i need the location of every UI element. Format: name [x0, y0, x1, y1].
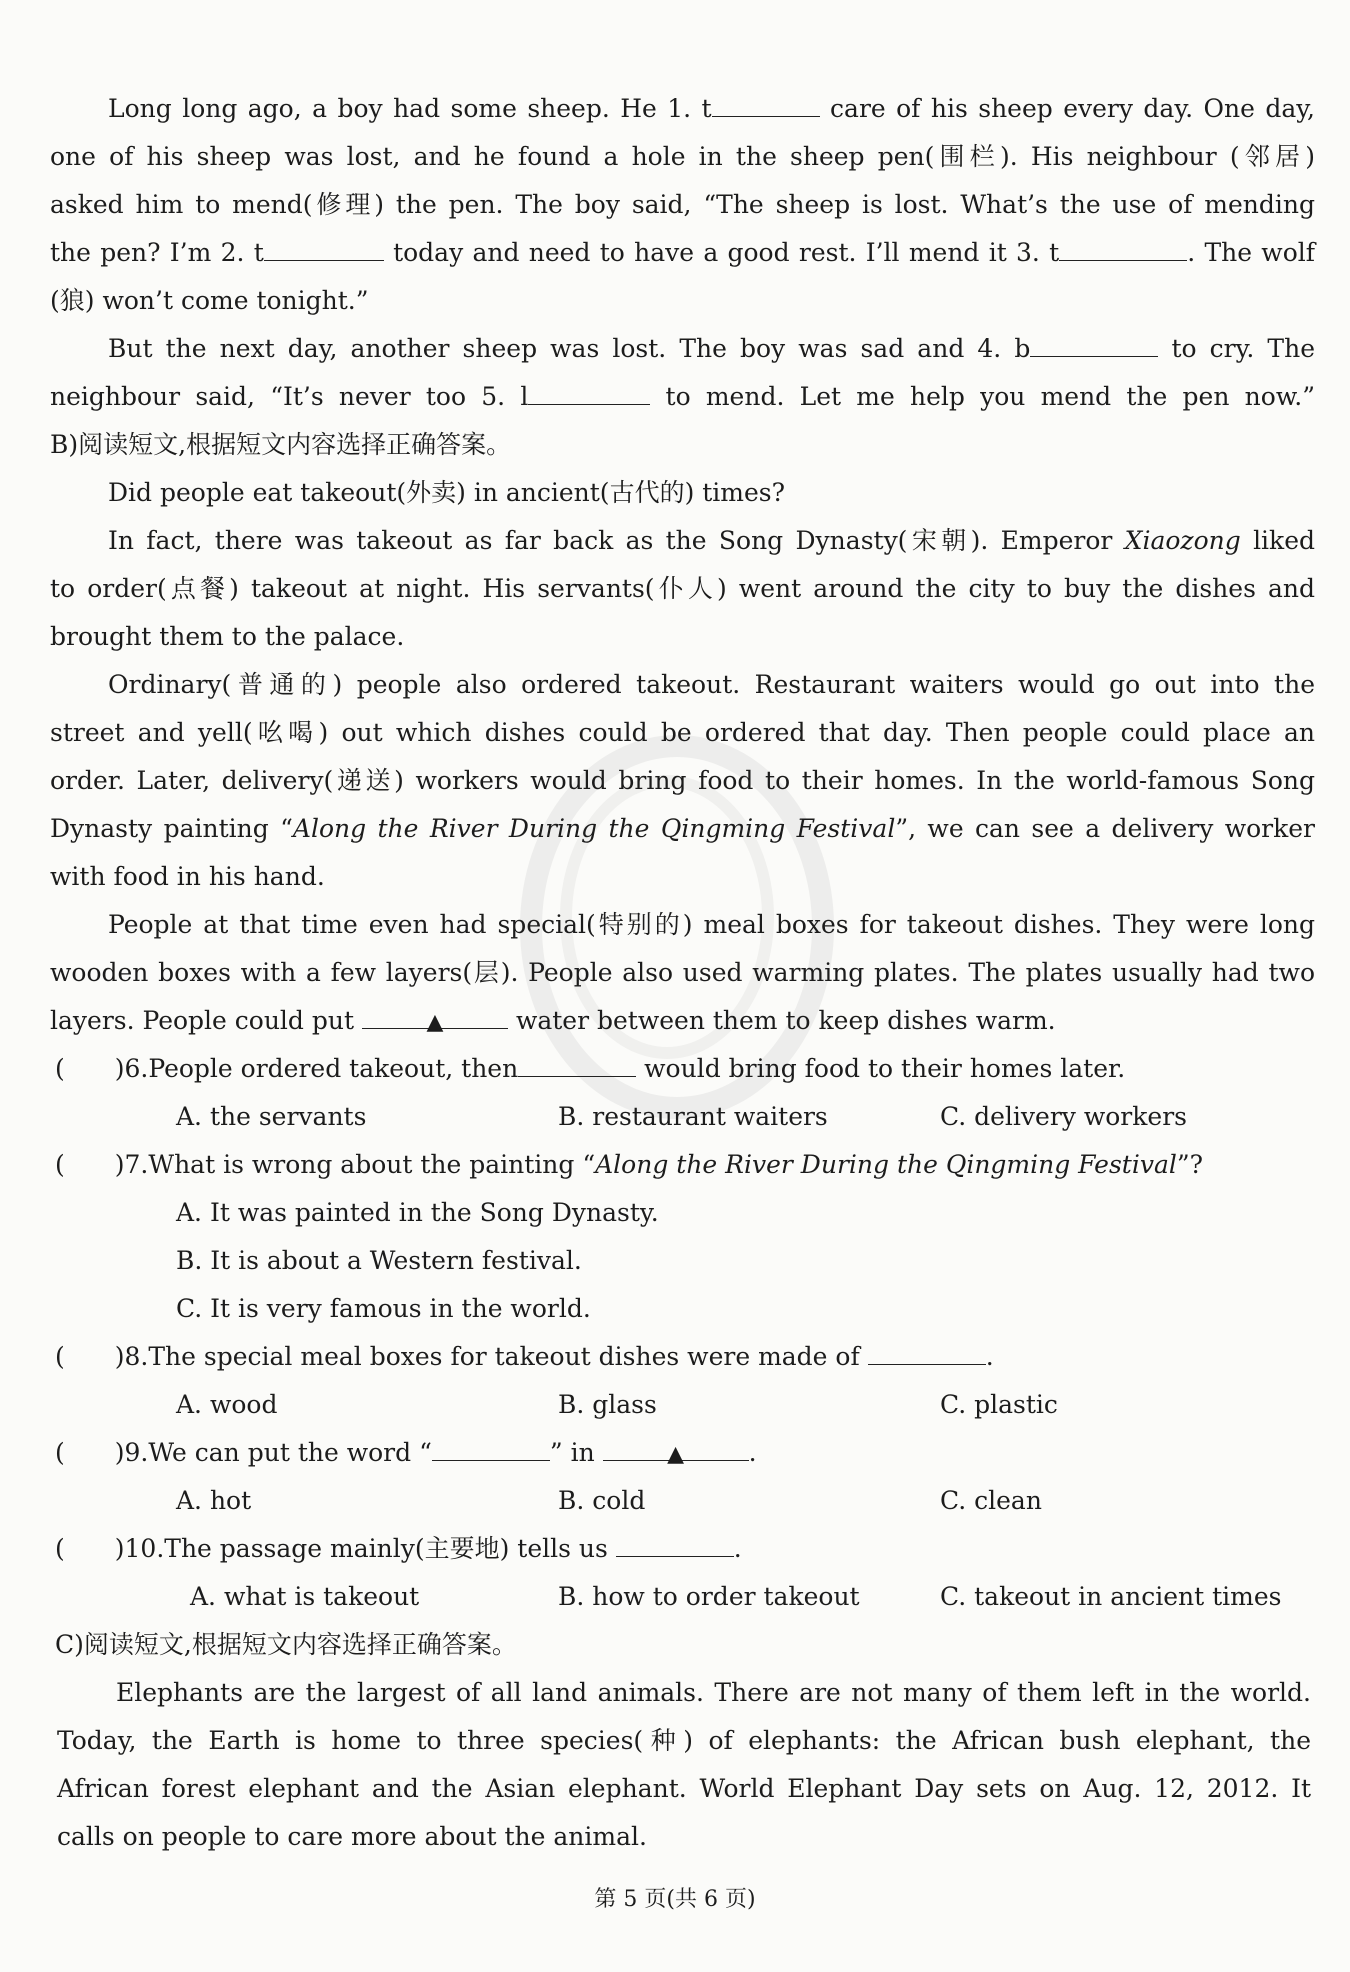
passage-c-line-4: calls on people to care more about the animal.: [57, 1822, 647, 1851]
q6-blank[interactable]: [518, 1052, 636, 1077]
passage-c-line-2: Today, the Earth is home to three species(种) of elephants: the African bush elephant, the: [57, 1726, 1311, 1755]
q10-option-c[interactable]: C. takeout in ancient times: [940, 1582, 1282, 1611]
passage-a-line-6: But the next day, another sheep was lost. The boy was sad and 4. b to cry. The: [108, 334, 1315, 363]
passage-b-line-3: to order(点餐) takeout at night. His servants(仆人) went around the city to buy the dishes and: [50, 574, 1315, 603]
q7-option-c[interactable]: C. It is very famous in the world.: [176, 1294, 591, 1323]
question-7: ( )7.What is wrong about the painting “Along the River During the Qingming Festival”?: [55, 1150, 1204, 1179]
passage-triangle-blank[interactable]: [362, 1004, 508, 1035]
passage-b-line-6: street and yell(吆喝) out which dishes could be ordered that day. Then people could place an: [50, 718, 1315, 747]
question-6: ( )6.People ordered takeout, then would bring food to their homes later.: [55, 1054, 1126, 1083]
q8-option-b[interactable]: B. glass: [558, 1390, 657, 1419]
q9-triangle-blank[interactable]: [603, 1436, 749, 1467]
q9-word-blank[interactable]: [432, 1436, 550, 1461]
question-8: ( )8.The special meal boxes for takeout dishes were made of .: [55, 1342, 994, 1371]
q10-option-b[interactable]: B. how to order takeout: [558, 1582, 860, 1611]
answer-blank-4[interactable]: [1030, 332, 1158, 357]
answer-blank-2[interactable]: [264, 236, 384, 261]
passage-a-line-4: the pen? I’m 2. t today and need to have a good rest. I’ll mend it 3. t . The wolf: [50, 238, 1315, 267]
q9-option-a[interactable]: A. hot: [176, 1486, 252, 1515]
answer-blank-3[interactable]: [1059, 236, 1187, 261]
q8-option-c[interactable]: C. plastic: [940, 1390, 1058, 1419]
section-b-heading: B)阅读短文,根据短文内容选择正确答案。: [50, 430, 512, 459]
passage-b-line-9: with food in his hand.: [50, 862, 325, 891]
passage-b-line-7: order. Later, delivery(递送) workers would bring food to their homes. In the world-famous Song: [50, 766, 1315, 795]
passage-b-line-1: Did people eat takeout(外卖) in ancient(古代的) times?: [108, 478, 786, 507]
triangle-marker-icon: ▲: [426, 1010, 444, 1035]
q9-option-c[interactable]: C. clean: [940, 1486, 1042, 1515]
passage-a-line-7: neighbour said, “It’s never too 5. l to mend. Let me help you mend the pen now.”: [50, 382, 1315, 411]
passage-b-line-10: People at that time even had special(特别的) meal boxes for takeout dishes. They were long: [108, 910, 1315, 939]
q9-option-b[interactable]: B. cold: [558, 1486, 646, 1515]
passage-c-line-3: African forest elephant and the Asian elephant. World Elephant Day sets on Aug. 12, 2012. It: [57, 1774, 1311, 1803]
q6-option-b[interactable]: B. restaurant waiters: [558, 1102, 828, 1131]
q10-option-a[interactable]: A. what is takeout: [190, 1582, 420, 1611]
q7-option-b[interactable]: B. It is about a Western festival.: [176, 1246, 582, 1275]
passage-c-line-1: Elephants are the largest of all land animals. There are not many of them left in the world.: [116, 1678, 1311, 1707]
passage-b-line-2: In fact, there was takeout as far back as the Song Dynasty(宋朝). Emperor Xiaozong liked: [108, 526, 1316, 555]
q6-option-c[interactable]: C. delivery workers: [940, 1102, 1187, 1131]
answer-blank-1[interactable]: [712, 92, 820, 117]
q8-option-a[interactable]: A. wood: [176, 1390, 278, 1419]
question-10: ( )10.The passage mainly(主要地) tells us .: [55, 1534, 742, 1563]
q10-blank[interactable]: [616, 1532, 734, 1557]
q8-blank[interactable]: [868, 1340, 986, 1365]
passage-a-line-5: (狼) won’t come tonight.”: [50, 286, 369, 315]
q6-option-a[interactable]: A. the servants: [176, 1102, 367, 1131]
passage-b-line-5: Ordinary(普通的) people also ordered takeout. Restaurant waiters would go out into the: [108, 670, 1315, 699]
passage-a-line-1: Long long ago, a boy had some sheep. He 1. t care of his sheep every day. One day,: [108, 94, 1315, 123]
page-footer: 第 5 页(共 6 页): [594, 1887, 756, 1912]
triangle-marker-icon: ▲: [667, 1442, 685, 1467]
passage-b-line-8: Dynasty painting “Along the River During the Qingming Festival”, we can see a delivery worker: [50, 814, 1316, 843]
passage-a-line-3: asked him to mend(修理) the pen. The boy said, “The sheep is lost. What’s the use of mending: [50, 190, 1315, 219]
answer-blank-5[interactable]: [528, 380, 650, 405]
question-9: ( )9.We can put the word “ ” in ▲ .: [55, 1438, 757, 1467]
passage-a-line-2: one of his sheep was lost, and he found a hole in the sheep pen(围栏). His neighbour (邻居): [50, 142, 1315, 171]
passage-b-line-4: brought them to the palace.: [50, 622, 405, 651]
passage-b-line-11: wooden boxes with a few layers(层). People also used warming plates. The plates usually had two: [50, 958, 1315, 987]
q7-option-a[interactable]: A. It was painted in the Song Dynasty.: [176, 1198, 659, 1227]
passage-b-line-12: layers. People could put ▲ water between them to keep dishes warm.: [50, 1006, 1056, 1035]
section-c-heading: C)阅读短文,根据短文内容选择正确答案。: [55, 1630, 517, 1659]
